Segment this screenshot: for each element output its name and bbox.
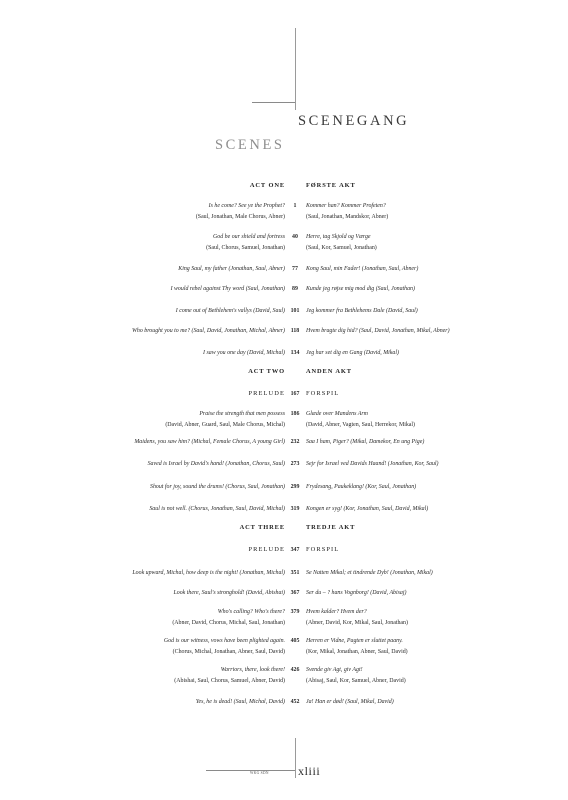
english-title xyxy=(15,232,285,253)
page-number: xliii xyxy=(298,764,321,778)
english-title xyxy=(15,568,285,579)
measure-number: 426 xyxy=(290,667,300,673)
english-line: (Saul, Chorus, Samuel, Jonathan) xyxy=(206,244,285,251)
english-title xyxy=(15,482,285,493)
english-line: Maidens, you saw him? (Michal, Female Chorus, A young Girl) xyxy=(134,439,285,445)
danish-title xyxy=(306,568,556,579)
danish-line: Ser du – ? hans Vognborg! (David, Abisaj) xyxy=(306,590,407,596)
english-title xyxy=(15,284,285,295)
english-line: Look upward, Michal, how deep is the night! (Jonathan, Michal) xyxy=(132,570,285,576)
measure-number: 452 xyxy=(290,699,300,705)
english-title xyxy=(15,348,285,359)
english-title xyxy=(15,636,285,657)
danish-line: (Abisaj, Saul, Kor, Samuel, Abner, David) xyxy=(306,677,406,684)
english-title xyxy=(15,389,285,400)
english-title xyxy=(15,437,285,448)
danish-title xyxy=(306,504,556,515)
measure-number: 186 xyxy=(290,411,300,417)
english-line: ACT ONE xyxy=(249,182,285,189)
danish-title xyxy=(306,588,556,599)
danish-line: Jeg kommer fra Bethlehems Dale (David, Saul) xyxy=(306,308,418,314)
danish-title xyxy=(306,545,556,556)
english-title xyxy=(15,306,285,317)
danish-line: ANDEN AKT xyxy=(306,368,352,375)
danish-line: Herre, tag Skjold og Værge xyxy=(306,234,371,240)
danish-title xyxy=(306,482,556,493)
danish-title xyxy=(306,389,556,400)
english-line: I come out of Bethlehem's vallys (David, Saul) xyxy=(175,308,285,314)
danish-line: Sejr for Israel ved Davids Haand! (Jonathan, Kor, Saul) xyxy=(306,461,439,467)
english-title xyxy=(15,181,285,192)
english-title xyxy=(15,665,285,686)
english-line: Shout for joy, sound the drums! (Chorus, Saul, Jonathan) xyxy=(150,484,285,490)
english-line: (Chorus, Michal, Jonathan, Abner, Saul, David) xyxy=(172,648,285,655)
danish-line: Hvem bragte dig hid? (Saul, David, Jonathan, Mikal, Abner) xyxy=(306,328,450,334)
danish-title xyxy=(306,326,556,337)
danish-title xyxy=(306,523,556,534)
measure-number: 299 xyxy=(290,484,300,490)
danish-line: FORSPIL xyxy=(306,546,340,553)
danish-line: Ja! Han er død! (Saul, Mikal, David) xyxy=(306,699,394,705)
english-line: King Saul, my father (Jonathan, Saul, Abner) xyxy=(178,266,285,272)
danish-title xyxy=(306,201,556,222)
measure-number: 77 xyxy=(292,266,298,272)
danish-line: Herren er Vidne, Pagten er sluttet paany. xyxy=(306,638,403,644)
english-line: Warriors, there, look there! xyxy=(220,667,285,673)
danish-line: Glæde over Mandens Arm xyxy=(306,411,368,417)
danish-line: TREDJE AKT xyxy=(306,524,356,531)
danish-line: (David, Abner, Vagten, Saul, Herrekor, Mikal) xyxy=(306,421,416,428)
measure-number: 167 xyxy=(290,391,300,397)
english-line: Saul is not well. (Chorus, Jonathan, Saul, David, Michal) xyxy=(149,506,285,512)
english-title xyxy=(15,697,285,708)
english-line: (Abner, David, Chorus, Michal, Saul, Jonathan) xyxy=(172,619,285,626)
danish-title xyxy=(306,284,556,295)
danish-title xyxy=(306,348,556,359)
danish-line: FØRSTE AKT xyxy=(306,182,356,189)
english-title xyxy=(15,545,285,556)
english-title xyxy=(15,326,285,337)
danish-line: Se Natten Mikal; et tindrende Dyb! (Jonathan, Mikal) xyxy=(306,570,433,576)
english-line: (David, Abner, Guard, Saul, Male Chorus, Michal) xyxy=(165,421,285,428)
measure-number: 134 xyxy=(290,350,300,356)
english-line: God be our shield and fortress xyxy=(213,234,285,240)
measure-number: 1 xyxy=(293,203,297,209)
english-line: (Saul, Jonathan, Male Chorus, Abner) xyxy=(195,213,285,220)
english-line: I would rebel against Thy word (Saul, Jonathan) xyxy=(170,286,285,292)
danish-title xyxy=(306,181,556,192)
english-line: Praise the strength that men possess xyxy=(199,411,285,417)
danish-line: (Kor, Mikal, Jonathan, Abner, Saul, David) xyxy=(306,648,408,655)
english-line: Is he come? See ye the Prophet? xyxy=(208,203,285,209)
english-title xyxy=(15,409,285,430)
english-line: Yes, he is dead! (Saul, Michal, David) xyxy=(195,699,285,705)
danish-line: Jeg har set dig en Gang (David, Mikal) xyxy=(306,350,399,356)
english-line: Look there, Saul's stronghold! (David, Abishai) xyxy=(173,590,285,596)
heading-danish: SCENEGANG xyxy=(298,113,410,129)
danish-line: (Saul, Jonathan, Mandskor, Abner) xyxy=(306,213,389,220)
measure-number: 40 xyxy=(292,234,298,240)
english-line: ACT THREE xyxy=(239,524,285,531)
danish-title xyxy=(306,459,556,470)
measure-number: 89 xyxy=(292,286,298,292)
measure-number: 351 xyxy=(290,570,300,576)
english-line: ACT TWO xyxy=(248,368,285,375)
english-line: Saved is Israel by David's hand! (Jonathan, Chorus, Saul) xyxy=(147,461,285,467)
danish-line: Frydesang, Paukeklang! (Kor, Saul, Jonathan) xyxy=(306,484,417,490)
heading-english: SCENES xyxy=(215,137,285,153)
footer-code: WKG SDN xyxy=(250,771,269,775)
danish-title xyxy=(306,367,556,378)
danish-line: Svende giv Agt, giv Agt! xyxy=(306,667,363,673)
danish-title xyxy=(306,665,556,686)
danish-line: Kommer han? Kommer Profeten? xyxy=(306,203,386,209)
measure-number: 405 xyxy=(290,638,300,644)
danish-title xyxy=(306,264,556,275)
measure-number: 101 xyxy=(290,308,300,314)
danish-title xyxy=(306,697,556,708)
measure-number: 319 xyxy=(290,506,300,512)
danish-line: Hvem kalder? Hvem der? xyxy=(306,609,367,615)
english-line: Who brought you to me? (Saul, David, Jonathan, Michal, Abner) xyxy=(132,328,285,334)
english-title xyxy=(15,523,285,534)
danish-title xyxy=(306,636,556,657)
english-title xyxy=(15,588,285,599)
english-title xyxy=(15,201,285,222)
danish-title xyxy=(306,409,556,430)
danish-line: Kongen er syg! (Kor, Jonathan, Saul, David, Mikal) xyxy=(306,506,429,512)
measure-number: 118 xyxy=(290,328,300,334)
english-title xyxy=(15,459,285,470)
measure-number: 232 xyxy=(290,439,300,445)
english-line: PRELUDE xyxy=(248,546,285,553)
english-line: God is our witness, vows have been plighted again. xyxy=(163,638,285,644)
measure-number: 367 xyxy=(290,590,300,596)
danish-title xyxy=(306,607,556,628)
danish-title xyxy=(306,306,556,317)
measure-number: 273 xyxy=(290,461,300,467)
measure-number: 347 xyxy=(290,547,300,553)
english-line: PRELUDE xyxy=(248,390,285,397)
danish-line: Saa I ham, Piger? (Mikal, Damekor, En ung Pige) xyxy=(306,439,425,445)
danish-line: Kunde jeg røjse mig mod dig (Saul, Jonathan) xyxy=(306,286,415,292)
danish-title xyxy=(306,232,556,253)
english-title xyxy=(15,264,285,275)
danish-line: (Saul, Kor, Samuel, Jonathan) xyxy=(306,244,377,251)
danish-line: (Abner, David, Kor, Mikal, Saul, Jonathan) xyxy=(306,619,408,626)
danish-line: FORSPIL xyxy=(306,390,340,397)
english-line: I saw you one day (David, Michal) xyxy=(203,350,285,356)
danish-title xyxy=(306,437,556,448)
english-title xyxy=(15,504,285,515)
english-line: Who's calling? Who's there? xyxy=(217,609,285,615)
english-title xyxy=(15,607,285,628)
danish-line: Kong Saul, min Fader! (Jonathan, Saul, Abner) xyxy=(306,266,419,272)
measure-number: 379 xyxy=(290,609,300,615)
english-line: (Abishai, Saul, Chorus, Samuel, Abner, David) xyxy=(174,677,285,684)
english-title xyxy=(15,367,285,378)
